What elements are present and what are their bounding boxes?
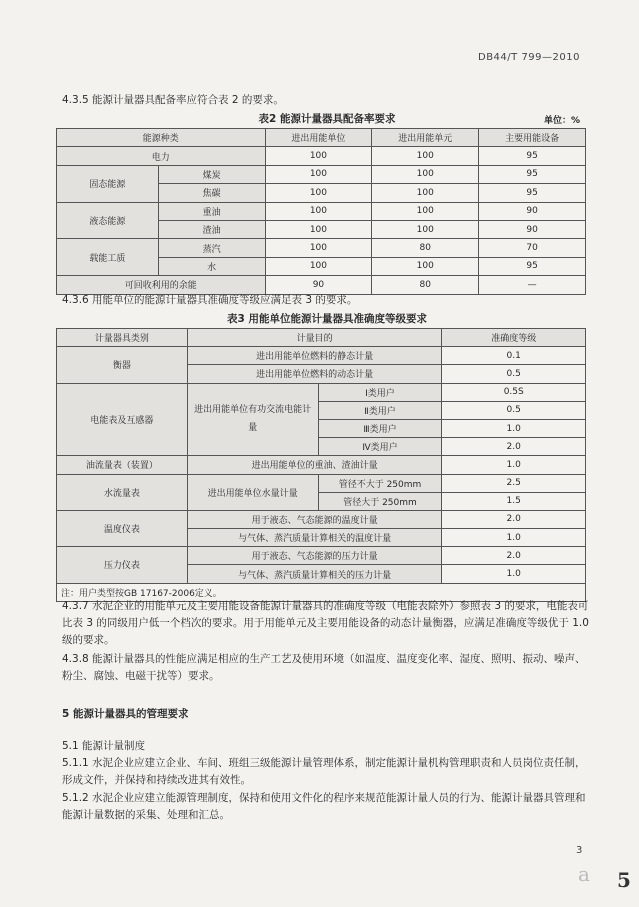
purpose-cell: 与气体、蒸汽质量计算相关的温度计量	[187, 529, 442, 547]
standard-code: DB44/T 799—2010	[478, 52, 580, 63]
clause-4-3-8: 4.3.8 能源计量器具的性能应满足相应的生产工艺及使用环境（如温度、温度变化率、湿度、照明、振动、噪声、粉尘、腐蚀、电磁干扰等）要求。	[62, 653, 586, 682]
user-type-cell: Ⅲ类用户	[318, 419, 442, 437]
table3-note: 注：用户类型按GB 17167-2006定义。	[57, 583, 586, 601]
purpose-cell: 用于液态、气态能源的温度计量	[187, 510, 442, 528]
purpose-cell: 进出用能单位燃料的动态计量	[187, 365, 442, 383]
cell: —	[479, 276, 586, 294]
grade-cell: 0.5	[442, 365, 586, 383]
category-cell: 电能表及互感器	[57, 383, 188, 456]
grade-cell: 0.1	[442, 347, 586, 365]
group-label: 液态能源	[57, 202, 159, 239]
grade-cell: 1.0	[442, 456, 586, 474]
user-type-cell: Ⅱ类用户	[318, 401, 442, 419]
group-label: 固态能源	[57, 165, 159, 202]
grade-cell: 1.0	[442, 529, 586, 547]
table-row	[57, 383, 586, 401]
cell: 80	[372, 239, 479, 257]
category-cell: 压力仪表	[57, 547, 188, 583]
category-cell: 温度仪表	[57, 510, 188, 546]
section-5-heading: 5 能源计量器具的管理要求	[62, 708, 189, 720]
grade-cell: 1.0	[442, 419, 586, 437]
grade-cell: 0.5S	[442, 383, 586, 401]
row-label: 可回收利用的余能	[57, 276, 266, 294]
cell: 100	[372, 220, 479, 238]
clause-5-1-2: 5.1.2 水泥企业应建立能源管理制度，保持和使用文件化的程序来规范能源计量人员的行为、能源计量器具管理和能源计量数据的采集、处理和汇总。	[62, 792, 586, 821]
cell: 70	[479, 239, 586, 257]
row-label: 渣油	[158, 220, 265, 238]
category-cell: 水流量表	[57, 474, 188, 510]
row-label: 重油	[158, 202, 265, 220]
table-header-row	[57, 329, 586, 347]
purpose-cell: 用于液态、气态能源的压力计量	[187, 547, 442, 565]
cell: 90	[265, 276, 372, 294]
clause-4-3-6: 4.3.6 用能单位的能源计量器具准确度等级应满足表 3 的要求。	[62, 294, 358, 306]
cell: 95	[479, 184, 586, 202]
table-row	[57, 547, 586, 565]
cell: 100	[265, 147, 372, 165]
row-label: 水	[158, 257, 265, 275]
header-cell: 准确度等级	[442, 329, 586, 347]
row-label: 煤炭	[158, 165, 265, 183]
page-number: 3	[576, 845, 583, 856]
section-5-1-heading: 5.1 能源计量制度	[62, 740, 146, 752]
grade-cell: 2.0	[442, 547, 586, 565]
cell: 100	[265, 220, 372, 238]
row-label: 蒸汽	[158, 239, 265, 257]
cell: 100	[372, 202, 479, 220]
purpose-cell: 进出用能单位燃料的静态计量	[187, 347, 442, 365]
grade-cell: 1.5	[442, 492, 586, 510]
header-cell: 进出用能单元	[372, 129, 479, 147]
cell: 90	[479, 202, 586, 220]
table3-caption: 表3 用能单位能源计量器具准确度等级要求	[227, 313, 427, 325]
purpose-cell: 进出用能单位的重油、渣油计量	[187, 456, 442, 474]
clause-4-3-7: 4.3.7 水泥企业的用能单元及主要用能设备能源计量器具的准确度等级（电能表除外）参照表 3 的要求，电能表可比表 3 的同级用户低一个档次的要求。用于用能单元及主要用能设备的动态计量衡器，应满足准确度等级优于 1.0 级的要求。	[62, 600, 589, 646]
cell: 100	[372, 165, 479, 183]
cell: 100	[265, 239, 372, 257]
table-row	[57, 456, 586, 474]
cell: 95	[479, 165, 586, 183]
header-cell: 计量目的	[187, 329, 442, 347]
table-row	[57, 239, 586, 257]
table2-unit: 单位：%	[544, 116, 581, 126]
condition-cell: 管径不大于 250mm	[318, 474, 442, 492]
clause-5-1-1: 5.1.1 水泥企业应建立企业、车间、班组三级能源计量管理体系，制定能源计量机构管理职责和人员岗位责任制，形成文件，并保持和持续改进其有效性。	[62, 757, 586, 786]
row-label: 电力	[57, 147, 266, 165]
cell: 90	[479, 220, 586, 238]
table3	[56, 328, 586, 602]
row-label: 焦碳	[158, 184, 265, 202]
cell: 100	[265, 184, 372, 202]
category-cell: 衡器	[57, 347, 188, 383]
clause-4-3-5: 4.3.5 能源计量器具配备率应符合表 2 的要求。	[62, 94, 284, 106]
table-row	[57, 474, 586, 492]
cell: 80	[372, 276, 479, 294]
purpose-cell: 进出用能单位有功交流电能计量	[187, 383, 318, 456]
cell: 100	[265, 257, 372, 275]
header-cell: 进出用能单位	[265, 129, 372, 147]
table-row	[57, 202, 586, 220]
group-label: 载能工质	[57, 239, 159, 276]
cell: 95	[479, 147, 586, 165]
condition-cell: 管径大于 250mm	[318, 492, 442, 510]
category-cell: 油流量表（装置）	[57, 456, 188, 474]
purpose-cell: 与气体、蒸汽质量计算相关的压力计量	[187, 565, 442, 583]
table-header-row	[57, 129, 586, 147]
grade-cell: 2.0	[442, 438, 586, 456]
grade-cell: 2.0	[442, 510, 586, 528]
table-row	[57, 510, 586, 528]
grade-cell: 2.5	[442, 474, 586, 492]
table-row	[57, 147, 586, 165]
cell: 100	[372, 257, 479, 275]
cell: 100	[265, 165, 372, 183]
cell: 100	[372, 147, 479, 165]
table-row	[57, 347, 586, 365]
corner-number: 5	[617, 868, 631, 892]
header-cell: 计量器具类别	[57, 329, 188, 347]
header-cell: 能源种类	[57, 129, 266, 147]
purpose-cell: 进出用能单位水量计量	[187, 474, 318, 510]
grade-cell: 1.0	[442, 565, 586, 583]
user-type-cell: Ⅰ类用户	[318, 383, 442, 401]
user-type-cell: Ⅳ类用户	[318, 438, 442, 456]
corner-letter: a	[578, 862, 590, 886]
table-row	[57, 165, 586, 183]
cell: 100	[265, 202, 372, 220]
cell: 95	[479, 257, 586, 275]
table2	[56, 128, 586, 295]
cell: 100	[372, 184, 479, 202]
grade-cell: 0.5	[442, 401, 586, 419]
table2-caption: 表2 能源计量器具配备率要求	[258, 113, 396, 125]
header-cell: 主要用能设备	[479, 129, 586, 147]
